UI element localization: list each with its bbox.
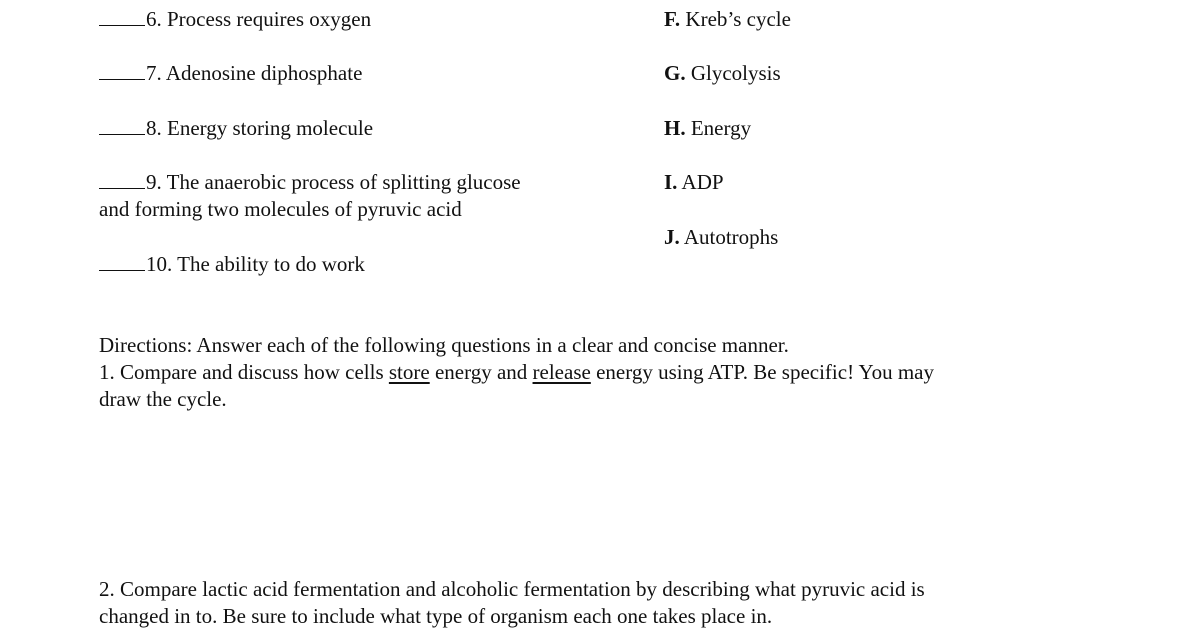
choice-letter: H. <box>664 116 686 140</box>
question-9-continued: and forming two molecules of pyruvic acid <box>99 197 462 221</box>
question-8 <box>99 115 373 142</box>
choice-text: Glycolysis <box>685 61 781 85</box>
choice-letter: G. <box>664 61 686 85</box>
choice-text: Autotrophs <box>679 225 779 249</box>
essay-question-1 <box>99 359 934 386</box>
q1-text-mid: energy and <box>429 360 533 384</box>
choice-letter: I. <box>664 170 678 194</box>
essay-question-2-continued: changed in to. Be sure to include what type of organism each one takes place in. <box>99 604 773 628</box>
directions-text: Directions: Answer each of the following questions in a clear and concise manner. <box>99 333 789 357</box>
question-text: Process requires oxygen <box>161 7 372 31</box>
answer-blank[interactable] <box>99 79 145 80</box>
answer-choice-f <box>664 6 791 33</box>
question-7 <box>99 60 362 87</box>
question-number: 8. <box>146 116 162 140</box>
essay-question-1-continued: draw the cycle. <box>99 387 227 411</box>
question-number: 9. <box>146 170 162 194</box>
choice-letter: F. <box>664 7 681 31</box>
choice-text: ADP <box>677 170 724 194</box>
question-text: Adenosine diphosphate <box>161 61 363 85</box>
question-text: The anaerobic process of splitting glucose <box>161 170 521 194</box>
answer-blank[interactable] <box>99 188 145 189</box>
choice-letter: J. <box>664 225 680 249</box>
question-6 <box>99 6 371 33</box>
choice-text: Kreb’s cycle <box>680 7 791 31</box>
answer-choice-h <box>664 115 751 142</box>
q1-underlined-store: store <box>388 360 430 384</box>
q1-text-prefix: 1. Compare and discuss how cells <box>99 360 389 384</box>
q1-underlined-release: release <box>532 360 591 384</box>
question-number: 6. <box>146 7 162 31</box>
choice-text: Energy <box>685 116 752 140</box>
question-9 <box>99 169 521 196</box>
question-number: 7. <box>146 61 162 85</box>
question-text: The ability to do work <box>172 252 365 276</box>
question-text: Energy storing molecule <box>161 116 374 140</box>
q1-text-suffix: energy using ATP. Be specific! You may <box>590 360 935 384</box>
essay-question-2: 2. Compare lactic acid fermentation and alcoholic fermentation by describing what pyruvic acid is <box>99 577 925 601</box>
answer-choice-j <box>664 224 778 251</box>
answer-blank[interactable] <box>99 134 145 135</box>
answer-blank[interactable] <box>99 270 145 271</box>
answer-blank[interactable] <box>99 25 145 26</box>
question-number: 10. <box>146 252 173 276</box>
answer-choice-i <box>664 169 724 196</box>
question-10 <box>99 251 365 278</box>
answer-choice-g <box>664 60 781 87</box>
